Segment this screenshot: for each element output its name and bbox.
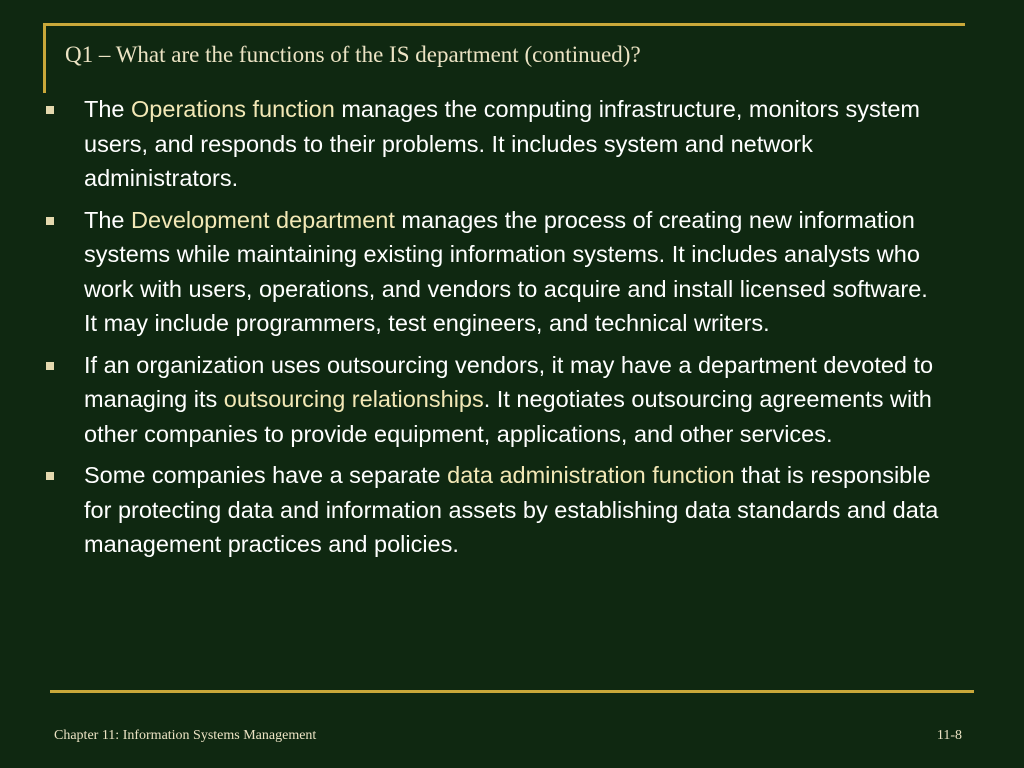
footer-page-number: 11-8 <box>936 728 962 743</box>
slide-title: Q1 – What are the functions of the IS department (continued)? <box>65 42 641 67</box>
bullet-highlight-term: data administration function <box>447 462 735 488</box>
bullet-highlight-term: outsourcing relationships <box>223 386 484 412</box>
bullet-text-after: that is responsible for protecting data and information assets by establishing data standards and data management practices and policies. <box>84 462 939 557</box>
bullet-text-before: The <box>84 206 132 233</box>
bullet-highlight-term: Operations function <box>131 96 335 122</box>
bullet-item-data-administration <box>46 458 946 562</box>
square-bullet-icon <box>46 217 54 225</box>
bullet-text-before: Some companies have a separate <box>84 462 448 488</box>
footer-chapter-label: Chapter 11: Information Systems Management <box>54 728 317 743</box>
bullet-list <box>46 92 946 569</box>
title-left-rule <box>43 23 46 93</box>
square-bullet-icon <box>46 472 54 480</box>
title-top-rule <box>43 23 965 26</box>
bullet-text-after: . It negotiates outsourcing agreements with other companies to provide equipment, applications, and other services. <box>84 386 932 447</box>
bullet-item-operations <box>46 92 946 196</box>
bullet-highlight-term: Development department <box>131 206 395 233</box>
square-bullet-icon <box>46 362 54 370</box>
footer-rule <box>50 690 974 693</box>
bullet-text-before: If an organization uses outsourcing vendors, it may have a department devoted to managing its <box>84 351 934 412</box>
bullet-text-after: manages the computing infrastructure, monitors system users, and responds to their problems. It includes system and network administrators. <box>84 96 920 191</box>
bullet-item-development <box>46 203 946 341</box>
square-bullet-icon <box>46 106 54 114</box>
bullet-text-after: manages the process of creating new information systems while maintaining existing information systems. It includes analysts who work with users, operations, and vendors to acquire and install licensed software. It may include programmers, test engineers, and technical writers. <box>84 206 928 336</box>
bullet-item-outsourcing <box>46 348 946 452</box>
bullet-text-before: The <box>84 96 132 122</box>
